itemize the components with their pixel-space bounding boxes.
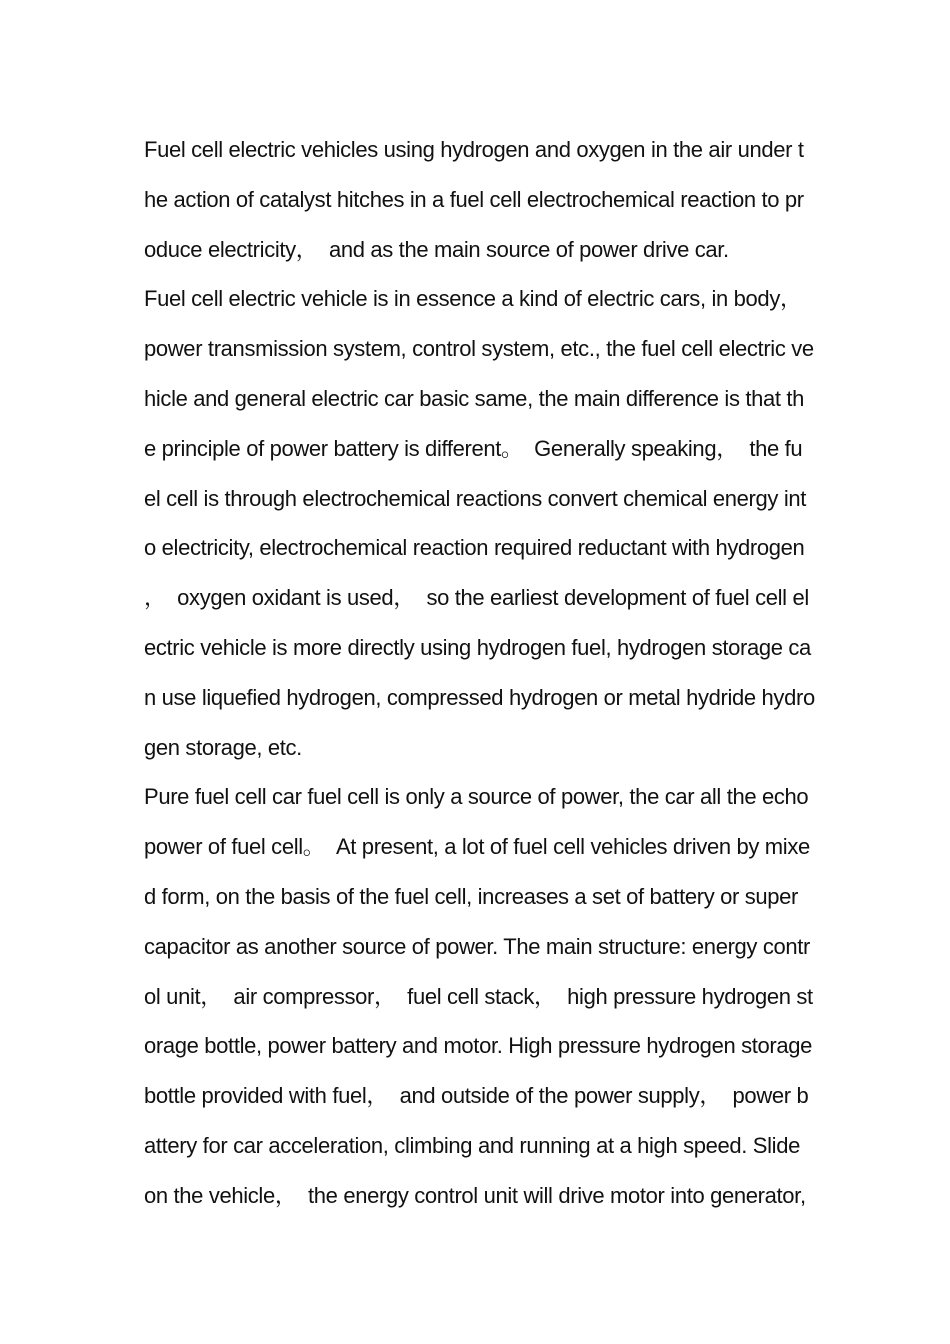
text-line: Fuel cell electric vehicles using hydrogen and oxygen in the air under t xyxy=(144,137,804,162)
text-line: n use liquefied hydrogen, compressed hydrogen or metal hydride hydro xyxy=(144,684,815,710)
text-line: ol unit， air compressor， fuel cell stack， high pressure hydrogen st xyxy=(144,983,813,1009)
text-line: Pure fuel cell car fuel cell is only a source of power, the car all the echo xyxy=(144,784,809,810)
text-line: oduce electricity， and as the main source of power drive car. xyxy=(144,236,729,262)
text-line: on the vehicle， the energy control unit will drive motor into generator, xyxy=(144,1182,806,1208)
text-line: he action of catalyst hitches in a fuel cell electrochemical reaction to pr xyxy=(144,186,804,212)
text-line: el cell is through electrochemical reactions convert chemical energy int xyxy=(144,485,807,511)
body-text xyxy=(144,125,824,1221)
text-line: power of fuel cell。 At present, a lot of fuel cell vehicles driven by mixe xyxy=(144,834,810,860)
text-line: hicle and general electric car basic same, the main difference is that th xyxy=(144,385,805,411)
text-line: Fuel cell electric vehicle is in essence a kind of electric cars, in body， xyxy=(144,286,802,312)
text-line: bottle provided with fuel， and outside of the power supply， power b xyxy=(144,1083,809,1109)
text-line: ， oxygen oxidant is used， so the earliest development of fuel cell el xyxy=(144,585,809,611)
text-line: capacitor as another source of power. The main structure: energy contr xyxy=(144,933,811,959)
text-line: o electricity, electrochemical reaction required reductant with hydrogen xyxy=(144,535,805,561)
text-line: attery for car acceleration, climbing and running at a high speed. Slide xyxy=(144,1132,800,1158)
text-line: e principle of power battery is different。 Generally speaking， the fu xyxy=(144,435,803,461)
text-line: power transmission system, control system, etc., the fuel cell electric ve xyxy=(144,336,814,362)
text-line: gen storage, etc. xyxy=(144,734,302,760)
text-line: orage bottle, power battery and motor. High pressure hydrogen storage xyxy=(144,1033,813,1059)
text-line: d form, on the basis of the fuel cell, increases a set of battery or super xyxy=(144,883,799,909)
text-line: ectric vehicle is more directly using hydrogen fuel, hydrogen storage ca xyxy=(144,634,811,660)
